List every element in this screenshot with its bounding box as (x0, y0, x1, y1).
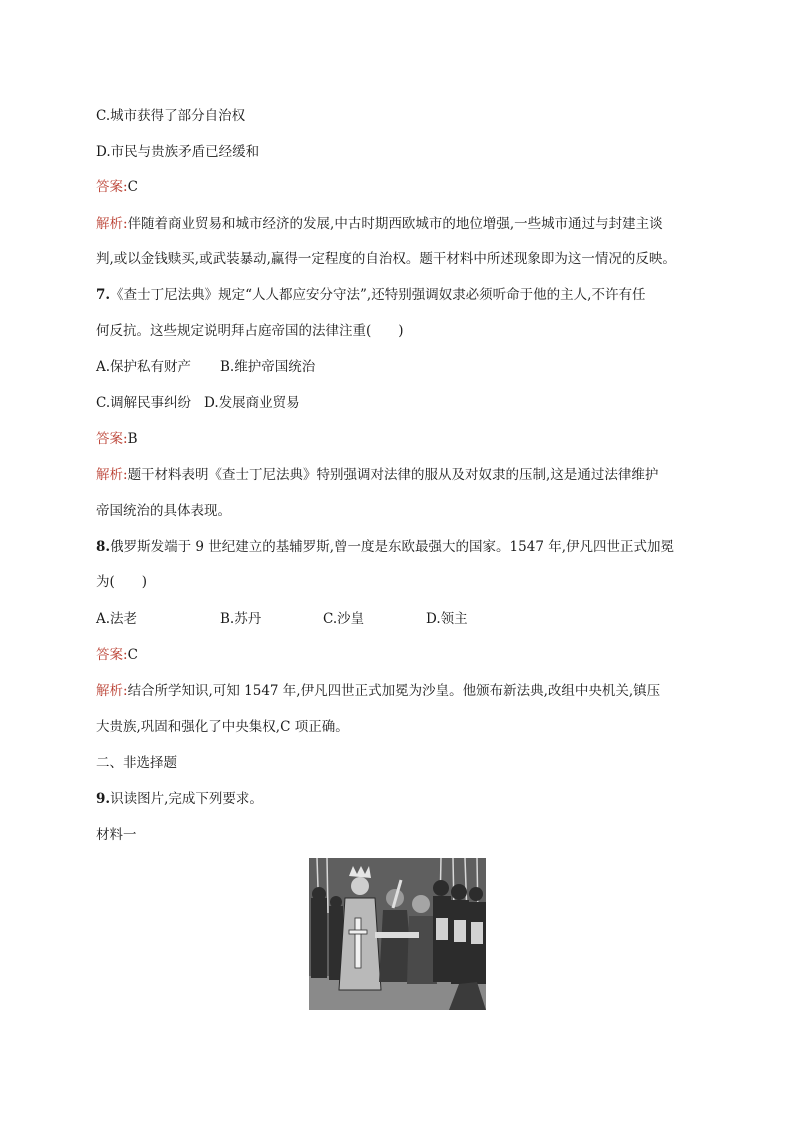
q8-analysis-line-2: 大贵族,巩固和强化了中央集权,C 项正确。 (96, 719, 349, 735)
q7-stem-line-2: 何反抗。这些规定说明拜占庭帝国的法律注重( ) (96, 323, 404, 339)
q7-options-row-1 (96, 357, 315, 377)
answer-value: B (127, 431, 138, 447)
question-number: 8. (96, 539, 111, 555)
question-stem: 俄罗斯发端于 9 世纪建立的基辅罗斯,曾一度是东欧最强大的国家。1547 年,伊凡四世正式加冕 (110, 539, 674, 555)
medieval-homage-illustration (309, 858, 486, 1010)
analysis-text: 结合所学知识,可知 1547 年,伊凡四世正式加冕为沙皇。他颁布新法典,改组中央机关,镇压 (127, 683, 661, 699)
q7-options-row-2 (96, 393, 300, 413)
q8-stem-line-1 (96, 537, 674, 557)
q6-option-c: C.城市获得了部分自治权 (96, 108, 246, 124)
answer-label: 答案: (96, 179, 128, 195)
q8-options-row (96, 609, 468, 629)
section-title: 二、非选择题 (96, 755, 177, 771)
q9-stem (96, 789, 263, 809)
analysis-text: 题干材料表明《查士丁尼法典》特别强调对法律的服从及对奴隶的压制,这是通过法律维护 (127, 467, 659, 483)
q8-option-d: D.领主 (426, 611, 468, 627)
q7-option-b: B.维护帝国统治 (220, 359, 316, 375)
q7-answer (96, 429, 137, 449)
q8-stem-line-2: 为( ) (96, 574, 148, 590)
answer-label: 答案: (96, 647, 128, 663)
analysis-label: 解析: (96, 216, 128, 232)
answer-value: C (127, 647, 138, 663)
q7-analysis-line-2: 帝国统治的具体表现。 (96, 503, 231, 519)
q7-option-a: A.保护私有财产 (96, 359, 192, 375)
q7-analysis-line-1 (96, 465, 658, 485)
q8-analysis-line-1 (96, 681, 660, 701)
q6-analysis-line-1 (96, 214, 663, 234)
q7-stem-line-1 (96, 285, 645, 305)
question-number: 7. (96, 287, 111, 303)
q8-option-c: C.沙皇 (323, 611, 365, 627)
q6-analysis-line-2: 判,或以金钱赎买,或武装暴动,赢得一定程度的自治权。题干材料中所述现象即为这一情况的反映。 (96, 251, 676, 267)
question-stem: 《查士丁尼法典》规定“人人都应安分守法”,还特别强调奴隶必须听命于他的主人,不许有任 (110, 287, 646, 303)
q8-option-a: A.法老 (96, 611, 138, 627)
answer-label: 答案: (96, 431, 128, 447)
material-label: 材料一 (96, 827, 137, 843)
analysis-label: 解析: (96, 683, 128, 699)
question-number: 9. (96, 791, 111, 807)
q6-option-d: D.市民与贵族矛盾已经缓和 (96, 144, 260, 160)
analysis-text: 伴随着商业贸易和城市经济的发展,中古时期西欧城市的地位增强,一些城市通过与封建主谈 (127, 216, 663, 232)
q7-option-c: C.调解民事纠纷 (96, 395, 192, 411)
q7-option-d: D.发展商业贸易 (204, 395, 300, 411)
answer-value: C (127, 179, 138, 195)
question-stem: 识读图片,完成下列要求。 (110, 791, 263, 807)
analysis-label: 解析: (96, 467, 128, 483)
q6-answer (96, 177, 138, 197)
q8-answer (96, 645, 138, 665)
q8-option-b: B.苏丹 (220, 611, 262, 627)
